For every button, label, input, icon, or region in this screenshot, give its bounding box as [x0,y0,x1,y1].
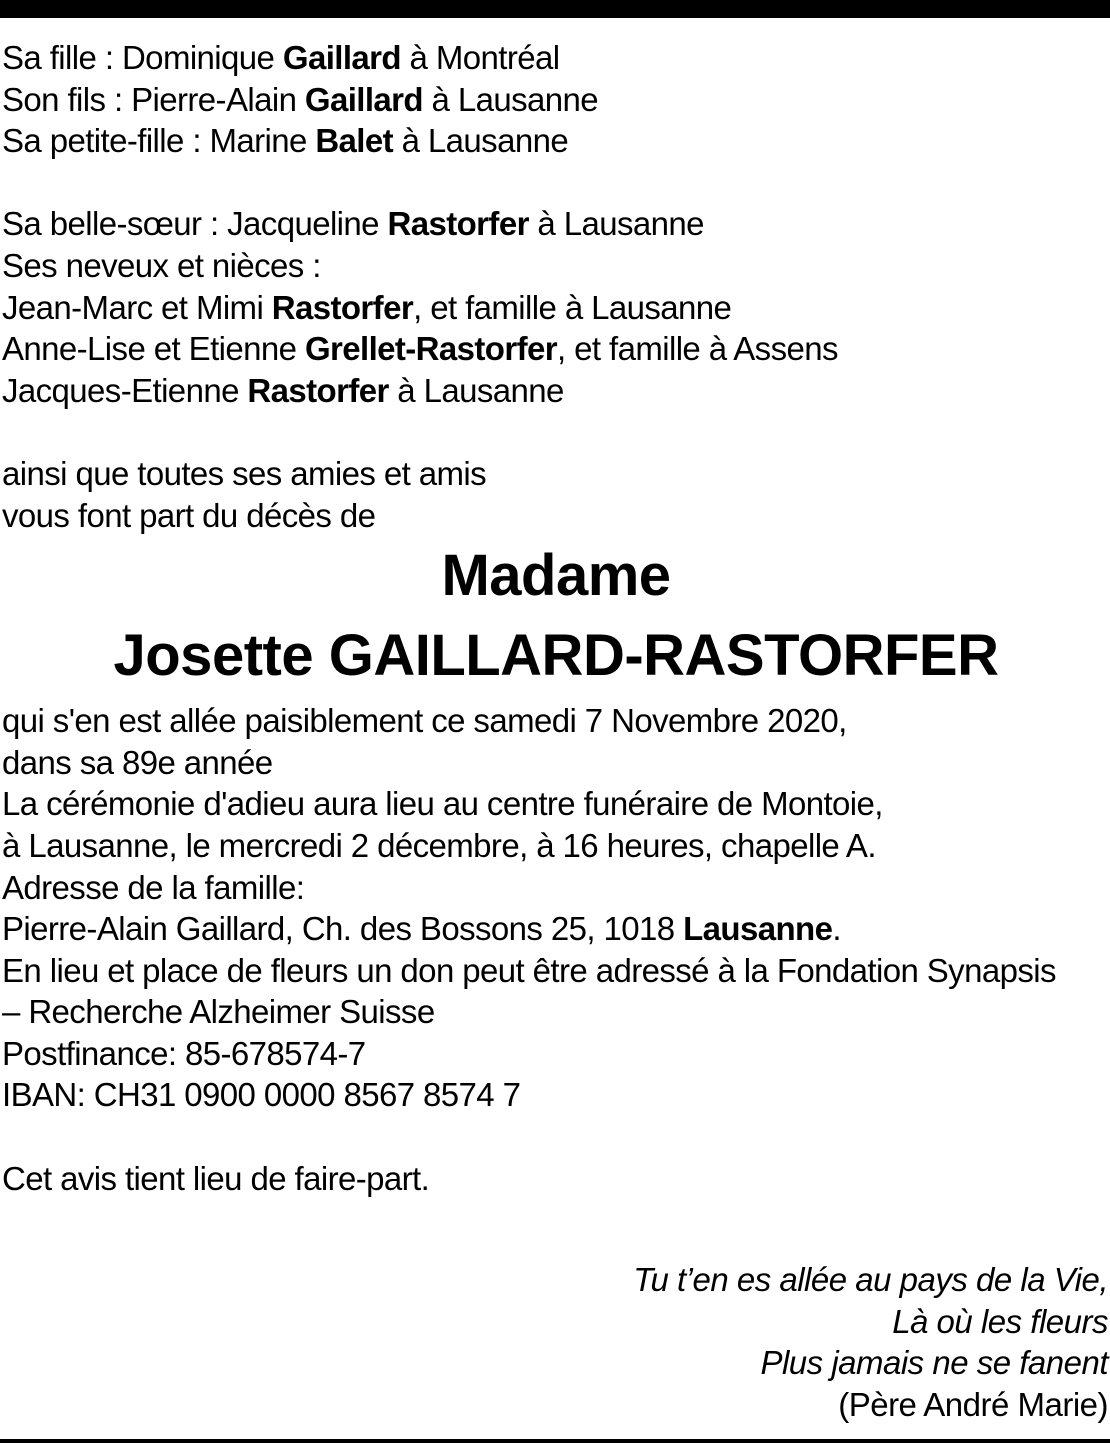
top-rule [0,0,1110,18]
quote-block [633,1259,1108,1425]
family-line-sister-in-law [2,203,1110,245]
relation-text: Jean-Marc et Mimi [2,288,272,326]
place-text: , et famille à Lausanne [413,288,732,326]
quote-line-2: Là où les fleurs [892,1302,1108,1340]
family-line-son [2,79,1110,121]
details-line-7: En lieu et place de fleurs un don peut être adressé à la Fondation Synapsis [2,951,1056,989]
announce-line-2: vous font part du décès de [2,496,376,534]
details-line-1: qui s'en est allée paisiblement ce samedi 7 Novembre 2020, [2,702,847,740]
spacer [2,162,1110,204]
quote-line-1: Tu t’en es allée au pays de la Vie, [633,1261,1108,1298]
place-text: à Lausanne [393,122,569,160]
relation-text: Sa belle-sœur : Jacqueline [2,205,388,243]
details-line-4: à Lausanne, le mercredi 2 décembre, à 16 heures, chapelle A. [2,826,876,864]
place-text: , et famille à Assens [557,330,838,368]
relation-text: Sa fille : Dominique [2,39,283,76]
surname: Gaillard [282,39,401,76]
family-line-daughter [2,37,1110,79]
relation-text: Anne-Lise et Etienne [2,330,305,368]
details-line-5: Adresse de la famille: [2,868,305,906]
surname: Rastorfer [387,205,529,243]
spacer [2,1116,1110,1158]
announce-line-1: ainsi que toutes ses amies et amis [2,454,487,492]
deceased-title: Madame [441,543,671,609]
surname: Gaillard [304,80,423,118]
family-line-nephew-3 [2,370,1110,412]
surname: Rastorfer [271,288,414,326]
details-address-line [2,908,1110,950]
surname: Grellet-Rastorfer [304,330,557,368]
place-text: à Lausanne [528,205,704,243]
place-text: à Montréal [400,39,560,76]
details-iban: IBAN: CH31 0900 0000 8567 8574 7 [2,1076,521,1114]
surname: Balet [315,122,394,160]
details-postfinance: Postfinance: 85-678574-7 [2,1034,366,1072]
family-line-nephews-heading: Ses neveux et nièces : [2,246,321,284]
relation-text: Son fils : Pierre-Alain [2,80,305,118]
place-text: à Lausanne [422,80,599,118]
details-line-3: La cérémonie d'adieu aura lieu au centre funéraire de Montoie, [2,785,883,823]
quote-author: (Père André Marie) [838,1385,1108,1423]
obituary-body [2,37,1110,1199]
address-city: Lausanne [683,910,833,948]
surname: Rastorfer [247,371,389,409]
family-line-nephew-2 [2,328,1110,370]
details-line-8: – Recherche Alzheimer Suisse [2,993,435,1031]
relation-text: Jacques-Etienne [2,371,248,409]
family-line-nephew-1 [2,287,1110,329]
relation-text: Sa petite-fille : Marine [2,122,316,160]
bottom-rule [0,1439,1110,1443]
closing-line: Cet avis tient lieu de faire-part. [2,1159,430,1197]
details-line-2: dans sa 89e année [2,743,273,781]
address-period: . [832,910,841,948]
spacer [2,411,1110,453]
deceased-name: Josette GAILLARD-RASTORFER [113,623,999,689]
place-text: à Lausanne [388,371,564,409]
family-line-granddaughter [2,120,1110,162]
quote-line-3: Plus jamais ne se fanent [760,1344,1108,1382]
address-text: Pierre-Alain Gaillard, Ch. des Bossons 25, 1018 [2,910,684,948]
